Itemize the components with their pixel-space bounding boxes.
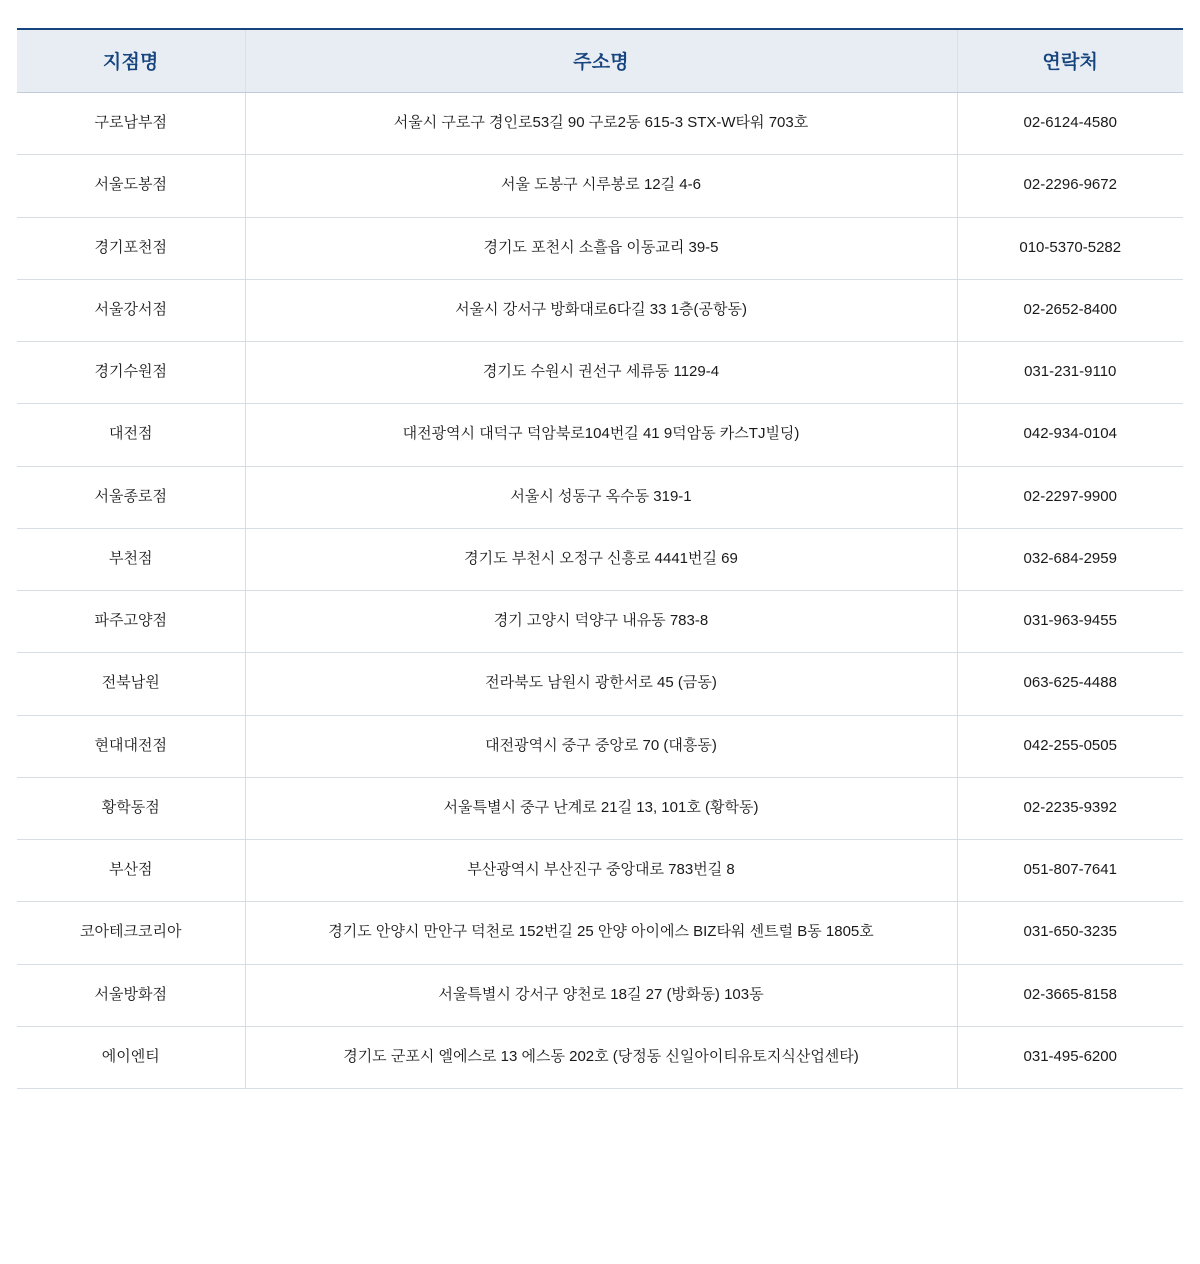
table-row: [17, 591, 1183, 653]
table-row: [17, 279, 1183, 341]
cell-address: 서울시 강서구 방화대로6다길 33 1층(공항동): [245, 279, 957, 341]
cell-branch-name: 파주고양점: [17, 591, 245, 653]
table-row: [17, 1026, 1183, 1088]
cell-branch-name: 경기포천점: [17, 217, 245, 279]
cell-branch-name: 현대대전점: [17, 715, 245, 777]
table-row: [17, 902, 1183, 964]
table-body: [17, 93, 1183, 1089]
cell-contact: 031-231-9110: [957, 342, 1183, 404]
cell-branch-name: 에이엔티: [17, 1026, 245, 1088]
cell-contact: 032-684-2959: [957, 528, 1183, 590]
table-row: [17, 342, 1183, 404]
cell-address: 경기도 군포시 엘에스로 13 에스동 202호 (당정동 신일아이티유토지식산업센타): [245, 1026, 957, 1088]
cell-branch-name: 코아테크코리아: [17, 902, 245, 964]
cell-address: 전라북도 남원시 광한서로 45 (금동): [245, 653, 957, 715]
cell-contact: 063-625-4488: [957, 653, 1183, 715]
cell-contact: 02-2296-9672: [957, 155, 1183, 217]
cell-branch-name: 대전점: [17, 404, 245, 466]
table-header: [17, 29, 1183, 93]
cell-address: 경기도 수원시 권선구 세류동 1129-4: [245, 342, 957, 404]
table-row: [17, 217, 1183, 279]
cell-address: 경기도 포천시 소흘읍 이동교리 39-5: [245, 217, 957, 279]
table-row: [17, 964, 1183, 1026]
cell-contact: 02-2235-9392: [957, 777, 1183, 839]
cell-address: 서울특별시 중구 난계로 21길 13, 101호 (황학동): [245, 777, 957, 839]
table-header-row: [17, 29, 1183, 93]
cell-branch-name: 부산점: [17, 840, 245, 902]
cell-address: 경기도 안양시 만안구 덕천로 152번길 25 안양 아이에스 BIZ타워 센트럴 B동 1805호: [245, 902, 957, 964]
cell-address: 서울시 구로구 경인로53길 90 구로2동 615-3 STX-W타워 703호: [245, 93, 957, 155]
cell-branch-name: 황학동점: [17, 777, 245, 839]
cell-contact: 02-3665-8158: [957, 964, 1183, 1026]
column-header-branch-name: 지점명: [17, 29, 245, 93]
branch-table: [17, 28, 1183, 1089]
cell-address: 부산광역시 부산진구 중앙대로 783번길 8: [245, 840, 957, 902]
cell-contact: 02-2297-9900: [957, 466, 1183, 528]
cell-address: 서울 도봉구 시루봉로 12길 4-6: [245, 155, 957, 217]
cell-branch-name: 서울종로점: [17, 466, 245, 528]
column-header-address: 주소명: [245, 29, 957, 93]
table-row: [17, 840, 1183, 902]
cell-address: 경기도 부천시 오정구 신흥로 4441번길 69: [245, 528, 957, 590]
table-row: [17, 93, 1183, 155]
cell-branch-name: 서울방화점: [17, 964, 245, 1026]
cell-branch-name: 구로남부점: [17, 93, 245, 155]
cell-address: 대전광역시 대덕구 덕암북로104번길 41 9덕암동 카스TJ빌딩): [245, 404, 957, 466]
cell-contact: 042-255-0505: [957, 715, 1183, 777]
table-row: [17, 715, 1183, 777]
cell-contact: 02-2652-8400: [957, 279, 1183, 341]
cell-contact: 031-650-3235: [957, 902, 1183, 964]
table-row: [17, 155, 1183, 217]
cell-branch-name: 서울도봉점: [17, 155, 245, 217]
table-row: [17, 653, 1183, 715]
table-row: [17, 777, 1183, 839]
table-row: [17, 528, 1183, 590]
cell-contact: 02-6124-4580: [957, 93, 1183, 155]
column-header-contact: 연락처: [957, 29, 1183, 93]
table-row: [17, 404, 1183, 466]
cell-contact: 042-934-0104: [957, 404, 1183, 466]
cell-branch-name: 부천점: [17, 528, 245, 590]
cell-address: 서울시 성동구 옥수동 319-1: [245, 466, 957, 528]
cell-branch-name: 경기수원점: [17, 342, 245, 404]
cell-branch-name: 서울강서점: [17, 279, 245, 341]
cell-contact: 031-963-9455: [957, 591, 1183, 653]
cell-contact: 010-5370-5282: [957, 217, 1183, 279]
cell-branch-name: 전북남원: [17, 653, 245, 715]
cell-address: 대전광역시 중구 중앙로 70 (대흥동): [245, 715, 957, 777]
table-row: [17, 466, 1183, 528]
cell-contact: 031-495-6200: [957, 1026, 1183, 1088]
cell-contact: 051-807-7641: [957, 840, 1183, 902]
cell-address: 서울특별시 강서구 양천로 18길 27 (방화동) 103동: [245, 964, 957, 1026]
cell-address: 경기 고양시 덕양구 내유동 783-8: [245, 591, 957, 653]
